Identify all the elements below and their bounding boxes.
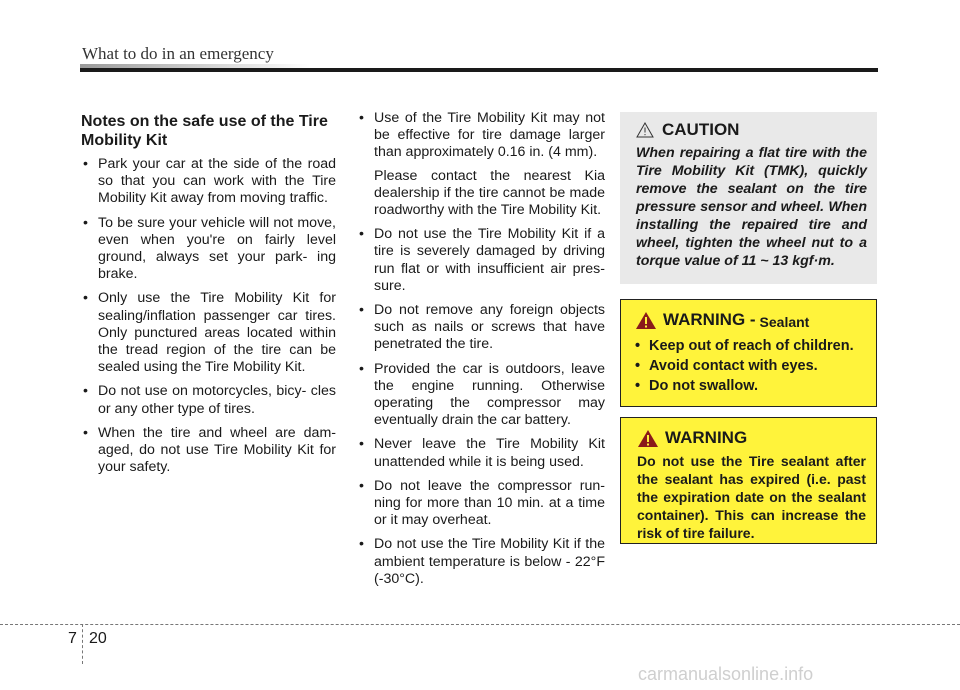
list-item: • Provided the car is outdoors, leave the engine running. Otherwise operating the compressor may eventually drain the car battery. <box>357 361 605 430</box>
list-item: • Do not leave the compressor run- ning for more than 10 min. at a time or it may overheat. <box>357 478 605 530</box>
warning-sealant-title <box>635 310 868 330</box>
warning-expired-body: Do not use the Tire sealant after the sealant has expired (i.e. past the expiration date on the sealant container). This can increase the risk of tire failure. <box>637 453 866 541</box>
warning-expired-title <box>637 428 866 448</box>
caution-triangle-icon <box>636 122 654 138</box>
middle-bullet-list <box>357 110 605 588</box>
warning-sealant-box <box>620 299 877 407</box>
list-item: • When the tire and wheel are dam- aged, do not use Tire Mobility Kit for your safety. <box>81 425 336 477</box>
list-item-text: Use of the Tire Mobility Kit may not be effective for tire damage larger than approximately 0.16 in. (4 mm). <box>374 110 605 161</box>
list-item: • Keep out of reach of children. <box>635 336 868 356</box>
chapter-number: 7 <box>68 630 77 647</box>
list-item: • Do not use on motorcycles, bicy- cles or any other type of tires. <box>81 383 336 417</box>
watermark: carmanualsonline.info <box>638 664 814 684</box>
footer-rule <box>0 624 960 625</box>
left-bullet-list <box>81 156 336 476</box>
list-item: • Only use the Tire Mobility Kit for sealing/inflation passenger car tires. Only punctured areas located within the tread region of the tire can be sealed using the Tire Mobility Kit. <box>81 290 336 376</box>
header-rule <box>80 68 878 72</box>
warning-expired-title-text: WARNING <box>665 428 748 447</box>
list-item: • Do not swallow. <box>635 376 868 396</box>
list-item-note: Please contact the nearest Kia dealership if the tire cannot be made roadworthy with the Tire Mobility Kit. <box>374 167 605 219</box>
warning-sealant-title-text: WARNING - <box>663 310 756 329</box>
left-column <box>81 112 336 483</box>
list-item <box>357 110 605 219</box>
list-item: • Do not use the Tire Mobility Kit if the ambient temperature is below - 22°F (-30°C). <box>357 536 605 588</box>
middle-column <box>357 110 605 595</box>
warning-triangle-icon <box>635 311 657 330</box>
warning-sealant-list <box>635 336 868 396</box>
warning-sealant-subtitle: Sealant <box>759 314 810 330</box>
caution-title <box>636 120 867 140</box>
footer-divider <box>82 624 83 664</box>
section-header-title: What to do in an emergency <box>82 44 274 63</box>
list-item: • Park your car at the side of the road so that you can work with the Tire Mobility Kit away from moving traffic. <box>81 156 336 208</box>
warning-expired-box <box>620 417 877 544</box>
page-number: 20 <box>89 630 107 647</box>
list-item: • Do not use the Tire Mobility Kit if a tire is severely damaged by driving run flat or with insufficient air pres- sure. <box>357 226 605 295</box>
caution-box <box>620 112 877 284</box>
list-item: • Never leave the Tire Mobility Kit unattended while it is being used. <box>357 436 605 470</box>
caution-body: When repairing a flat tire with the Tire Mobility Kit (TMK), quickly remove the sealant on the tire pressure sensor and wheel. When installing the repaired tire and wheel, tighten the wheel nut to a torque value of 11 ~ 13 kgf·m. <box>636 145 867 269</box>
section-heading: Notes on the safe use of the Tire Mobility Kit <box>81 113 328 149</box>
list-item: • Avoid contact with eyes. <box>635 356 868 376</box>
caution-title-text: CAUTION <box>662 120 740 139</box>
list-item: • Do not remove any foreign objects such as nails or screws that have penetrated the tire. <box>357 302 605 354</box>
warning-triangle-icon <box>637 429 659 448</box>
list-item: • To be sure your vehicle will not move, even when you're on fairly level ground, always set your park- ing brake. <box>81 215 336 284</box>
